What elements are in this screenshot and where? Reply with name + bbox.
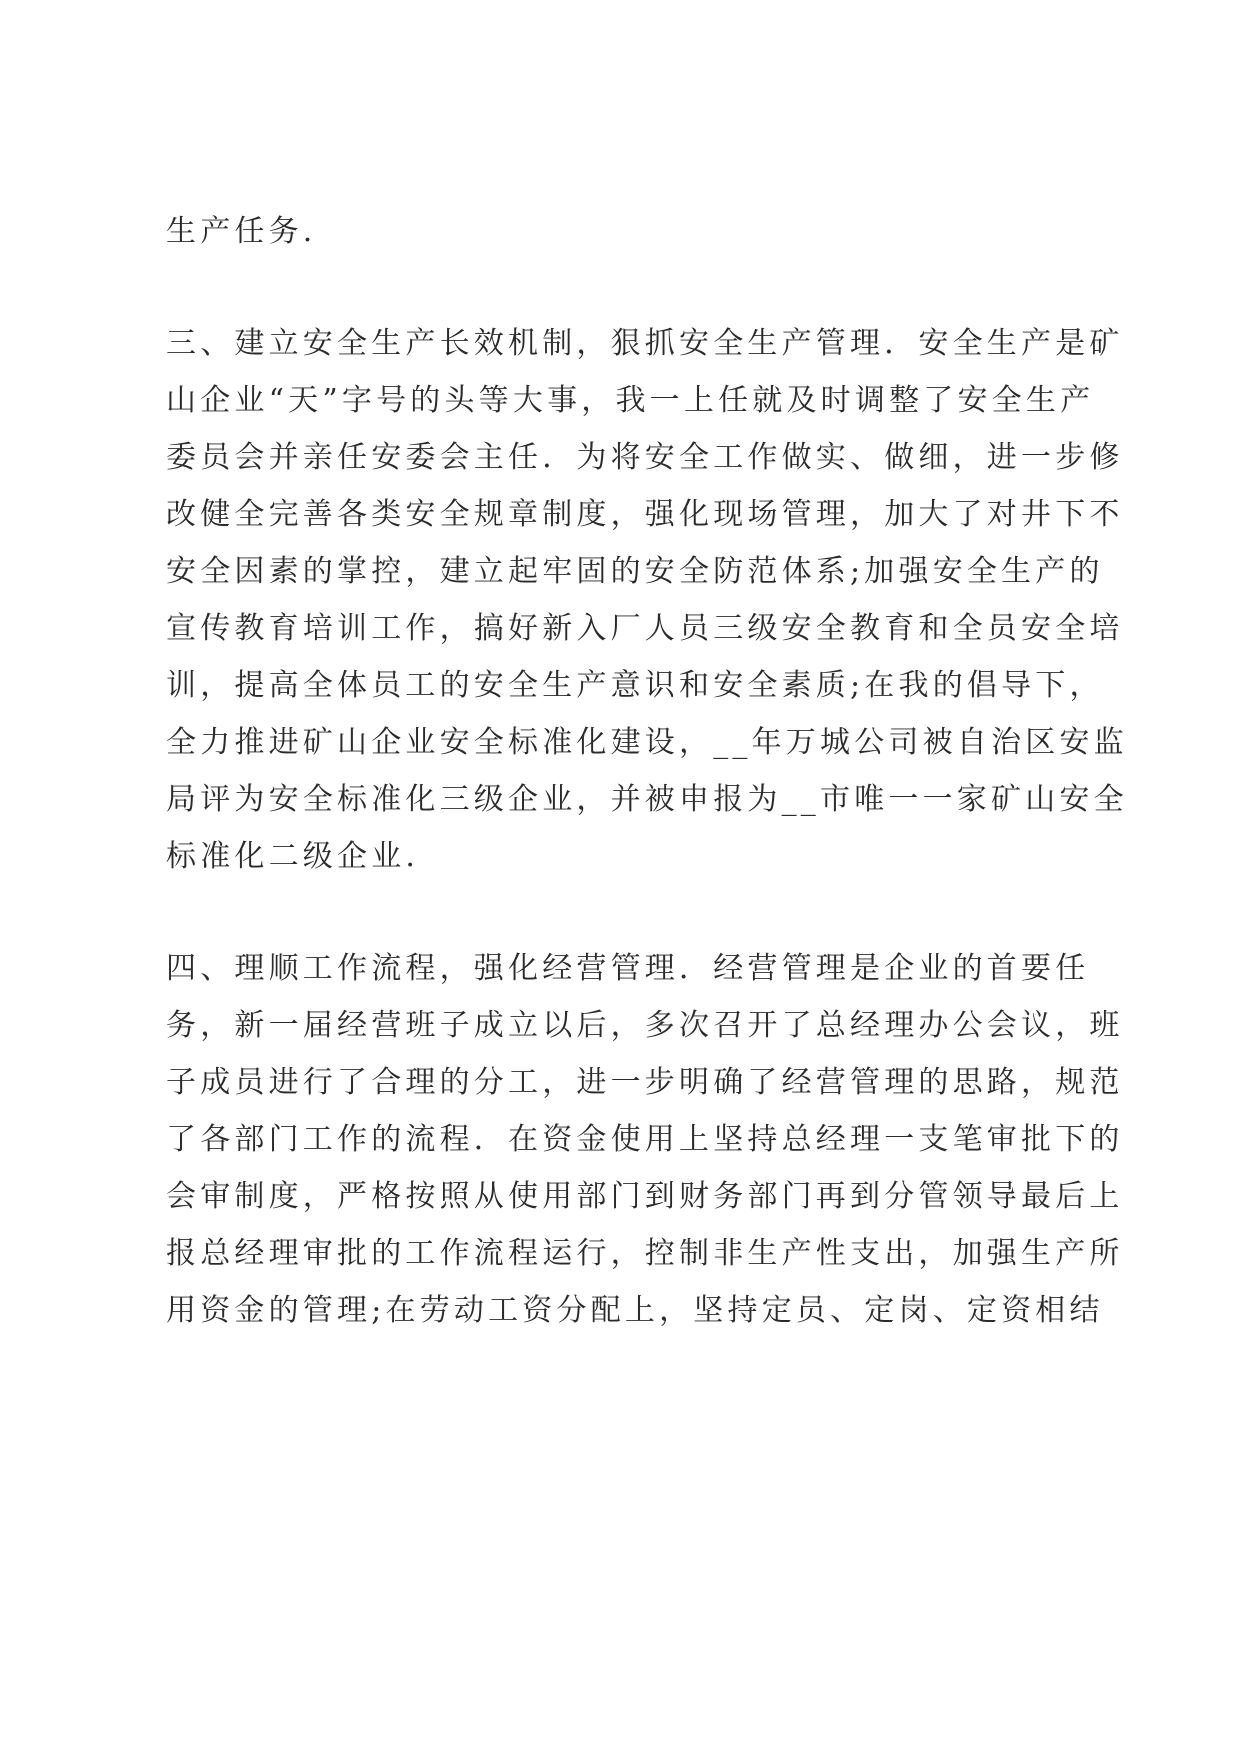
paragraph-2-line-1: 三、建立安全生产长效机制，狠抓安全生产管理．安全生产是矿 [166, 326, 1124, 361]
paragraph-3-line-7: 用资金的管理;在劳动工资分配上，坚持定员、定岗、定资相结 [166, 1293, 1104, 1328]
paragraph-2-line-8: 全力推进矿山企业安全标准化建设，__年万城公司被自治区安监 [166, 725, 1128, 760]
paragraph-2-line-9: 局评为安全标准化三级企业，并被申报为__市唯一一家矿山安全 [166, 782, 1128, 817]
paragraph-2-line-7: 训，提高全体员工的安全生产意识和安全素质;在我的倡导下， [166, 668, 1104, 703]
paragraph-1-line-1: 生产任务. [166, 214, 317, 249]
paragraph-3-line-5: 会审制度，严格按照从使用部门到财务部门再到分管领导最后上 [166, 1179, 1124, 1214]
paragraph-3-line-3: 子成员进行了合理的分工，进一步明确了经营管理的思路，规范 [166, 1065, 1124, 1100]
paragraph-2-line-3: 委员会并亲任安委会主任．为将安全工作做实、做细，进一步修 [166, 440, 1124, 475]
paragraph-2-line-10: 标准化二级企业. [166, 839, 420, 874]
paragraph-3-line-6: 报总经理审批的工作流程运行，控制非生产性支出，加强生产所 [166, 1236, 1124, 1271]
paragraph-2-line-6: 宣传教育培训工作，搞好新入厂人员三级安全教育和全员安全培 [166, 611, 1124, 646]
paragraph-3-line-2: 务，新一届经营班子成立以后，多次召开了总经理办公会议，班 [166, 1008, 1124, 1043]
paragraph-3-line-4: 了各部门工作的流程．在资金使用上坚持总经理一支笔审批下的 [166, 1122, 1124, 1157]
paragraph-2-line-2: 山企业“天”字号的头等大事，我一上任就及时调整了安全生产 [166, 383, 1095, 418]
paragraph-3-line-1: 四、理顺工作流程，强化经营管理．经营管理是企业的首要任 [166, 951, 1090, 986]
paragraph-2-line-5: 安全因素的掌控，建立起牢固的安全防范体系;加强安全生产的 [166, 554, 1104, 589]
paragraph-2-line-4: 改健全完善各类安全规章制度，强化现场管理，加大了对井下不 [166, 497, 1124, 532]
